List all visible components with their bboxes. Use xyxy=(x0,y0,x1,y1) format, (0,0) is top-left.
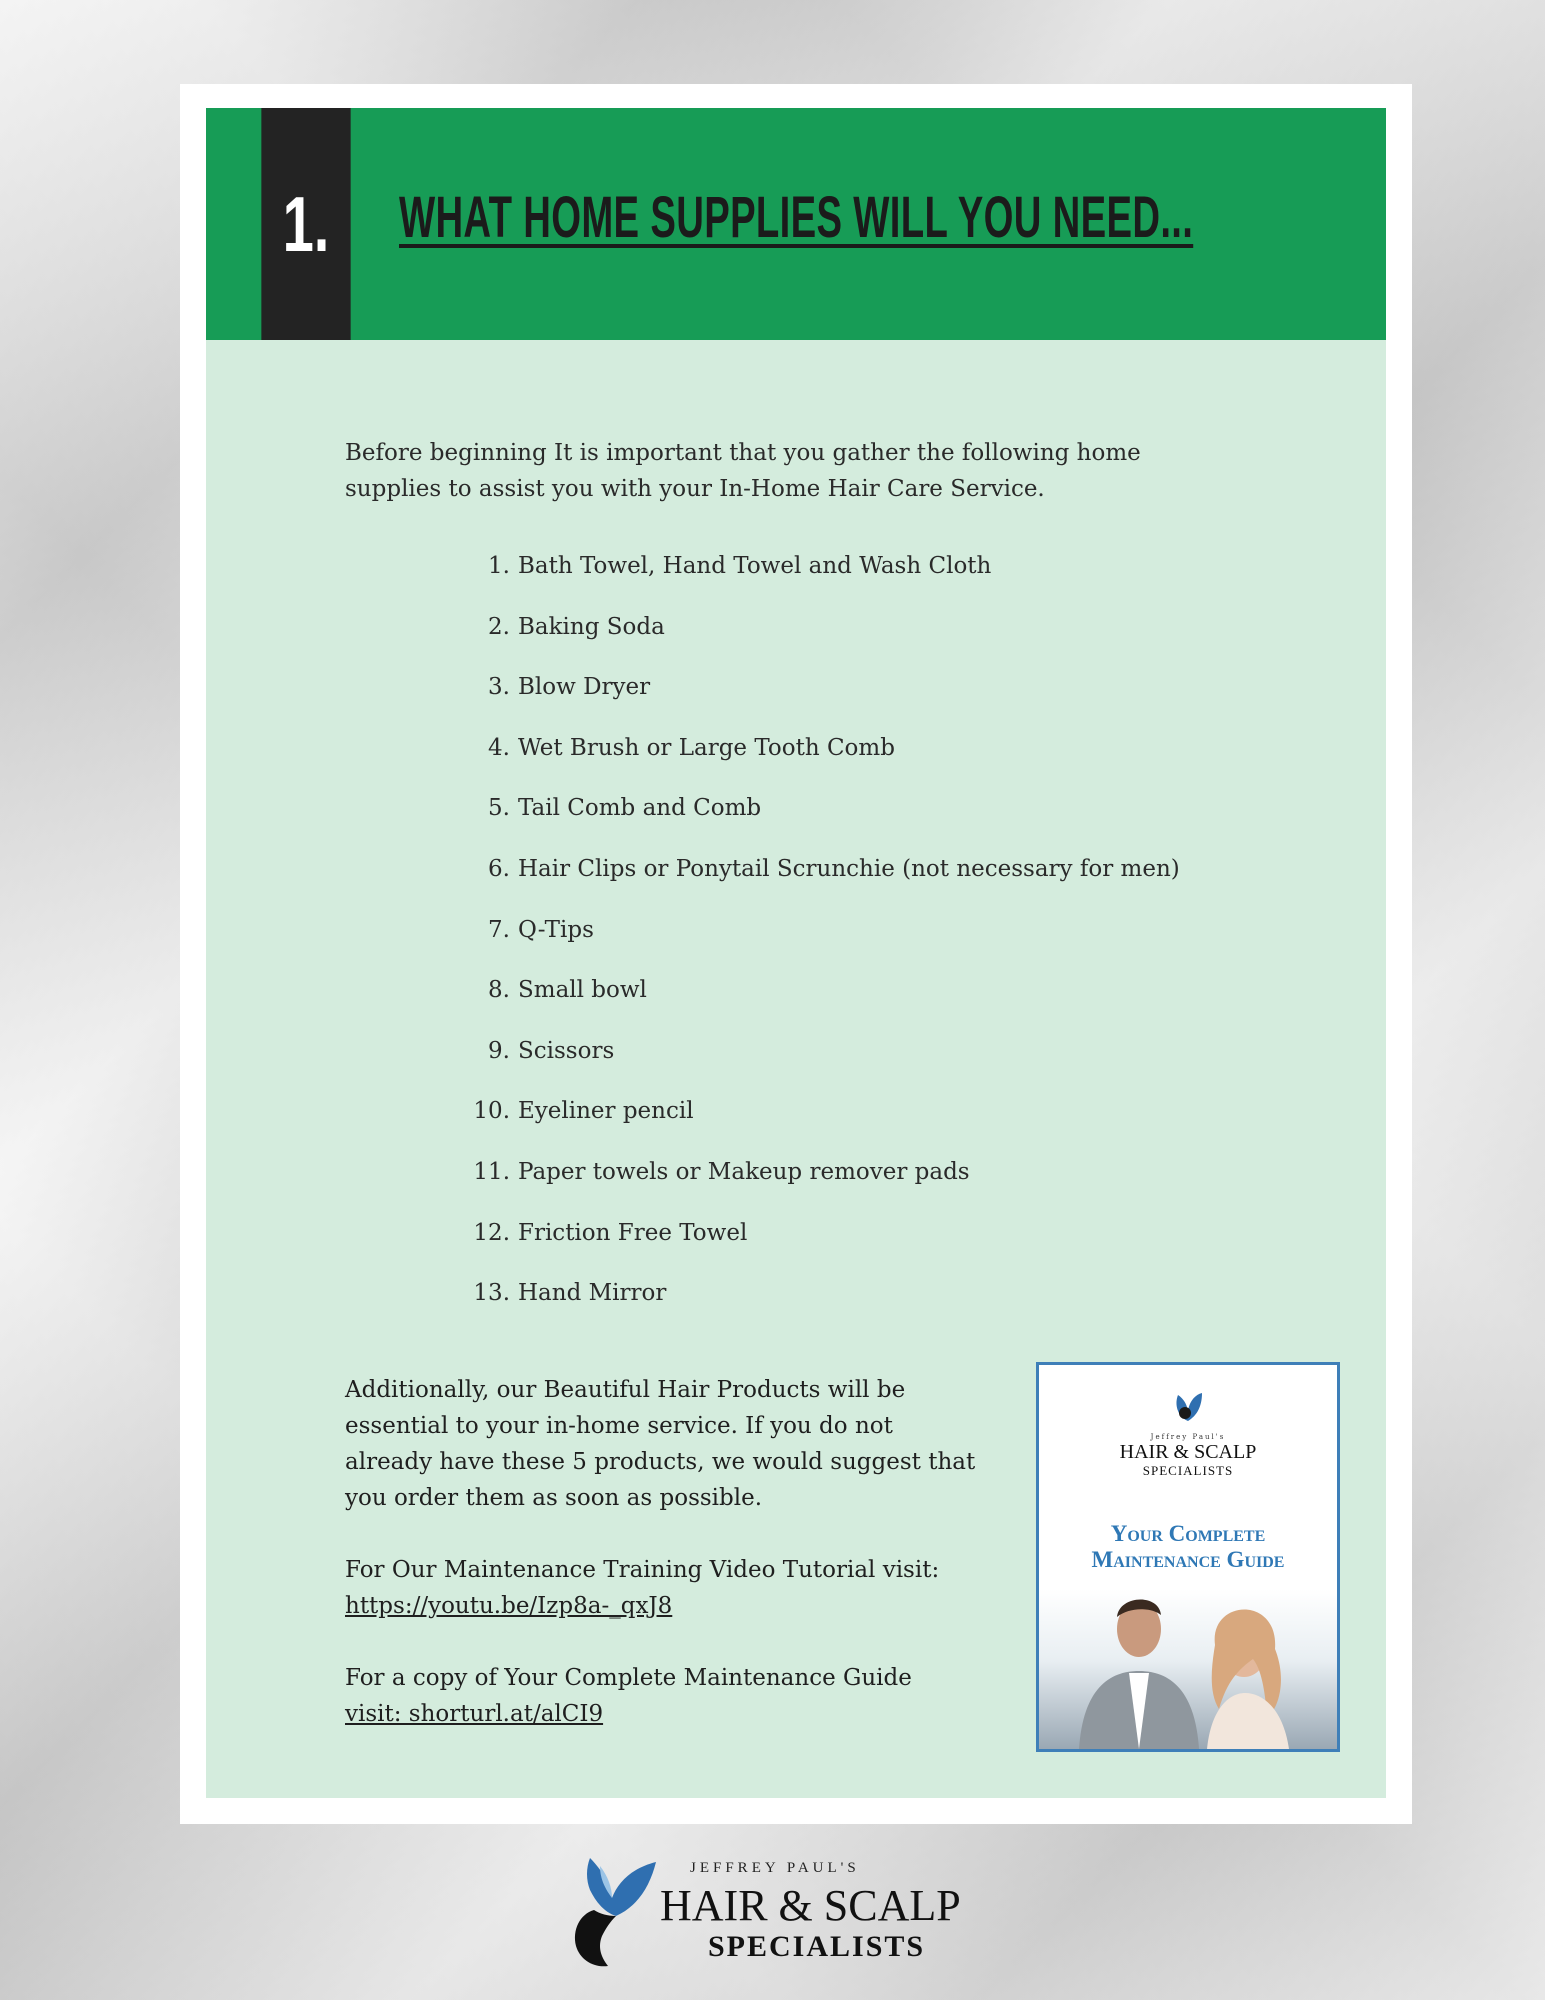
intro-paragraph: Before beginning It is important that you gather the following home supplies to assist you with your In-Home Hair Care Service. xyxy=(345,440,1141,502)
list-item: 4. Wet Brush or Large Tooth Comb xyxy=(488,734,895,761)
bottom-text xyxy=(345,1372,985,1768)
butterfly-head-icon xyxy=(560,1850,660,1970)
list-item: 13. Hand Mirror xyxy=(473,1280,667,1307)
video-link[interactable]: https://youtu.be/Izp8a-_qxJ8 xyxy=(345,1593,673,1619)
guide-logo: Jeffrey Paul's HAIR & SCALP SPECIALISTS xyxy=(1039,1387,1337,1479)
list-item: 2. Baking Soda xyxy=(488,613,665,640)
footer-brand-top: JEFFREY PAUL'S xyxy=(690,1860,860,1876)
guide-cover-title: Your Complete Maintenance Guide xyxy=(1091,1521,1285,1572)
list-item: 1. Bath Towel, Hand Towel and Wash Cloth xyxy=(488,553,992,579)
footer-brand-bot: SPECIALISTS xyxy=(708,1930,926,1963)
guide-label: For a copy of Your Complete Maintenance Guide xyxy=(345,1665,912,1691)
list-item: 11. Paper towels or Makeup remover pads xyxy=(473,1158,970,1185)
content-panel xyxy=(206,108,1386,1798)
list-item: 3. Blow Dryer xyxy=(488,674,651,701)
list-item: 9. Scissors xyxy=(488,1037,615,1064)
guide-link[interactable]: visit: shorturl.at/alCI9 xyxy=(345,1701,604,1727)
list-item: 7. Q-Tips xyxy=(488,916,594,943)
page-frame xyxy=(180,84,1412,1824)
section-number: 1. xyxy=(261,108,350,340)
butterfly-icon xyxy=(1168,1387,1208,1427)
guide-block xyxy=(345,1660,985,1732)
guide-photo xyxy=(1039,1589,1337,1749)
video-block xyxy=(345,1552,985,1624)
list-item: 5. Tail Comb and Comb xyxy=(488,795,762,822)
footer-brand-mid: HAIR & SCALP xyxy=(660,1881,961,1930)
video-label: For Our Maintenance Training Video Tutorial visit: xyxy=(345,1557,940,1583)
section-title: WHAT HOME SUPPLIES WILL YOU NEED... xyxy=(399,185,1194,250)
footer-logo xyxy=(560,1850,980,1970)
guide-cover-image xyxy=(1036,1362,1340,1752)
supplies-list xyxy=(438,553,1180,1341)
list-item: 6. Hair Clips or Ponytail Scrunchie (not necessary for men) xyxy=(488,855,1180,882)
list-item: 12. Friction Free Towel xyxy=(473,1219,748,1246)
list-item: 10. Eyeliner pencil xyxy=(473,1098,694,1125)
people-photo-icon xyxy=(1039,1589,1337,1749)
products-note: Additionally, our Beautiful Hair Products will be essential to your in-home service. If you do not already have these 5 products, we would suggest that you order them as soon as possible. xyxy=(345,1377,976,1511)
section-header xyxy=(206,108,1386,340)
list-item: 8. Small bowl xyxy=(488,977,647,1004)
